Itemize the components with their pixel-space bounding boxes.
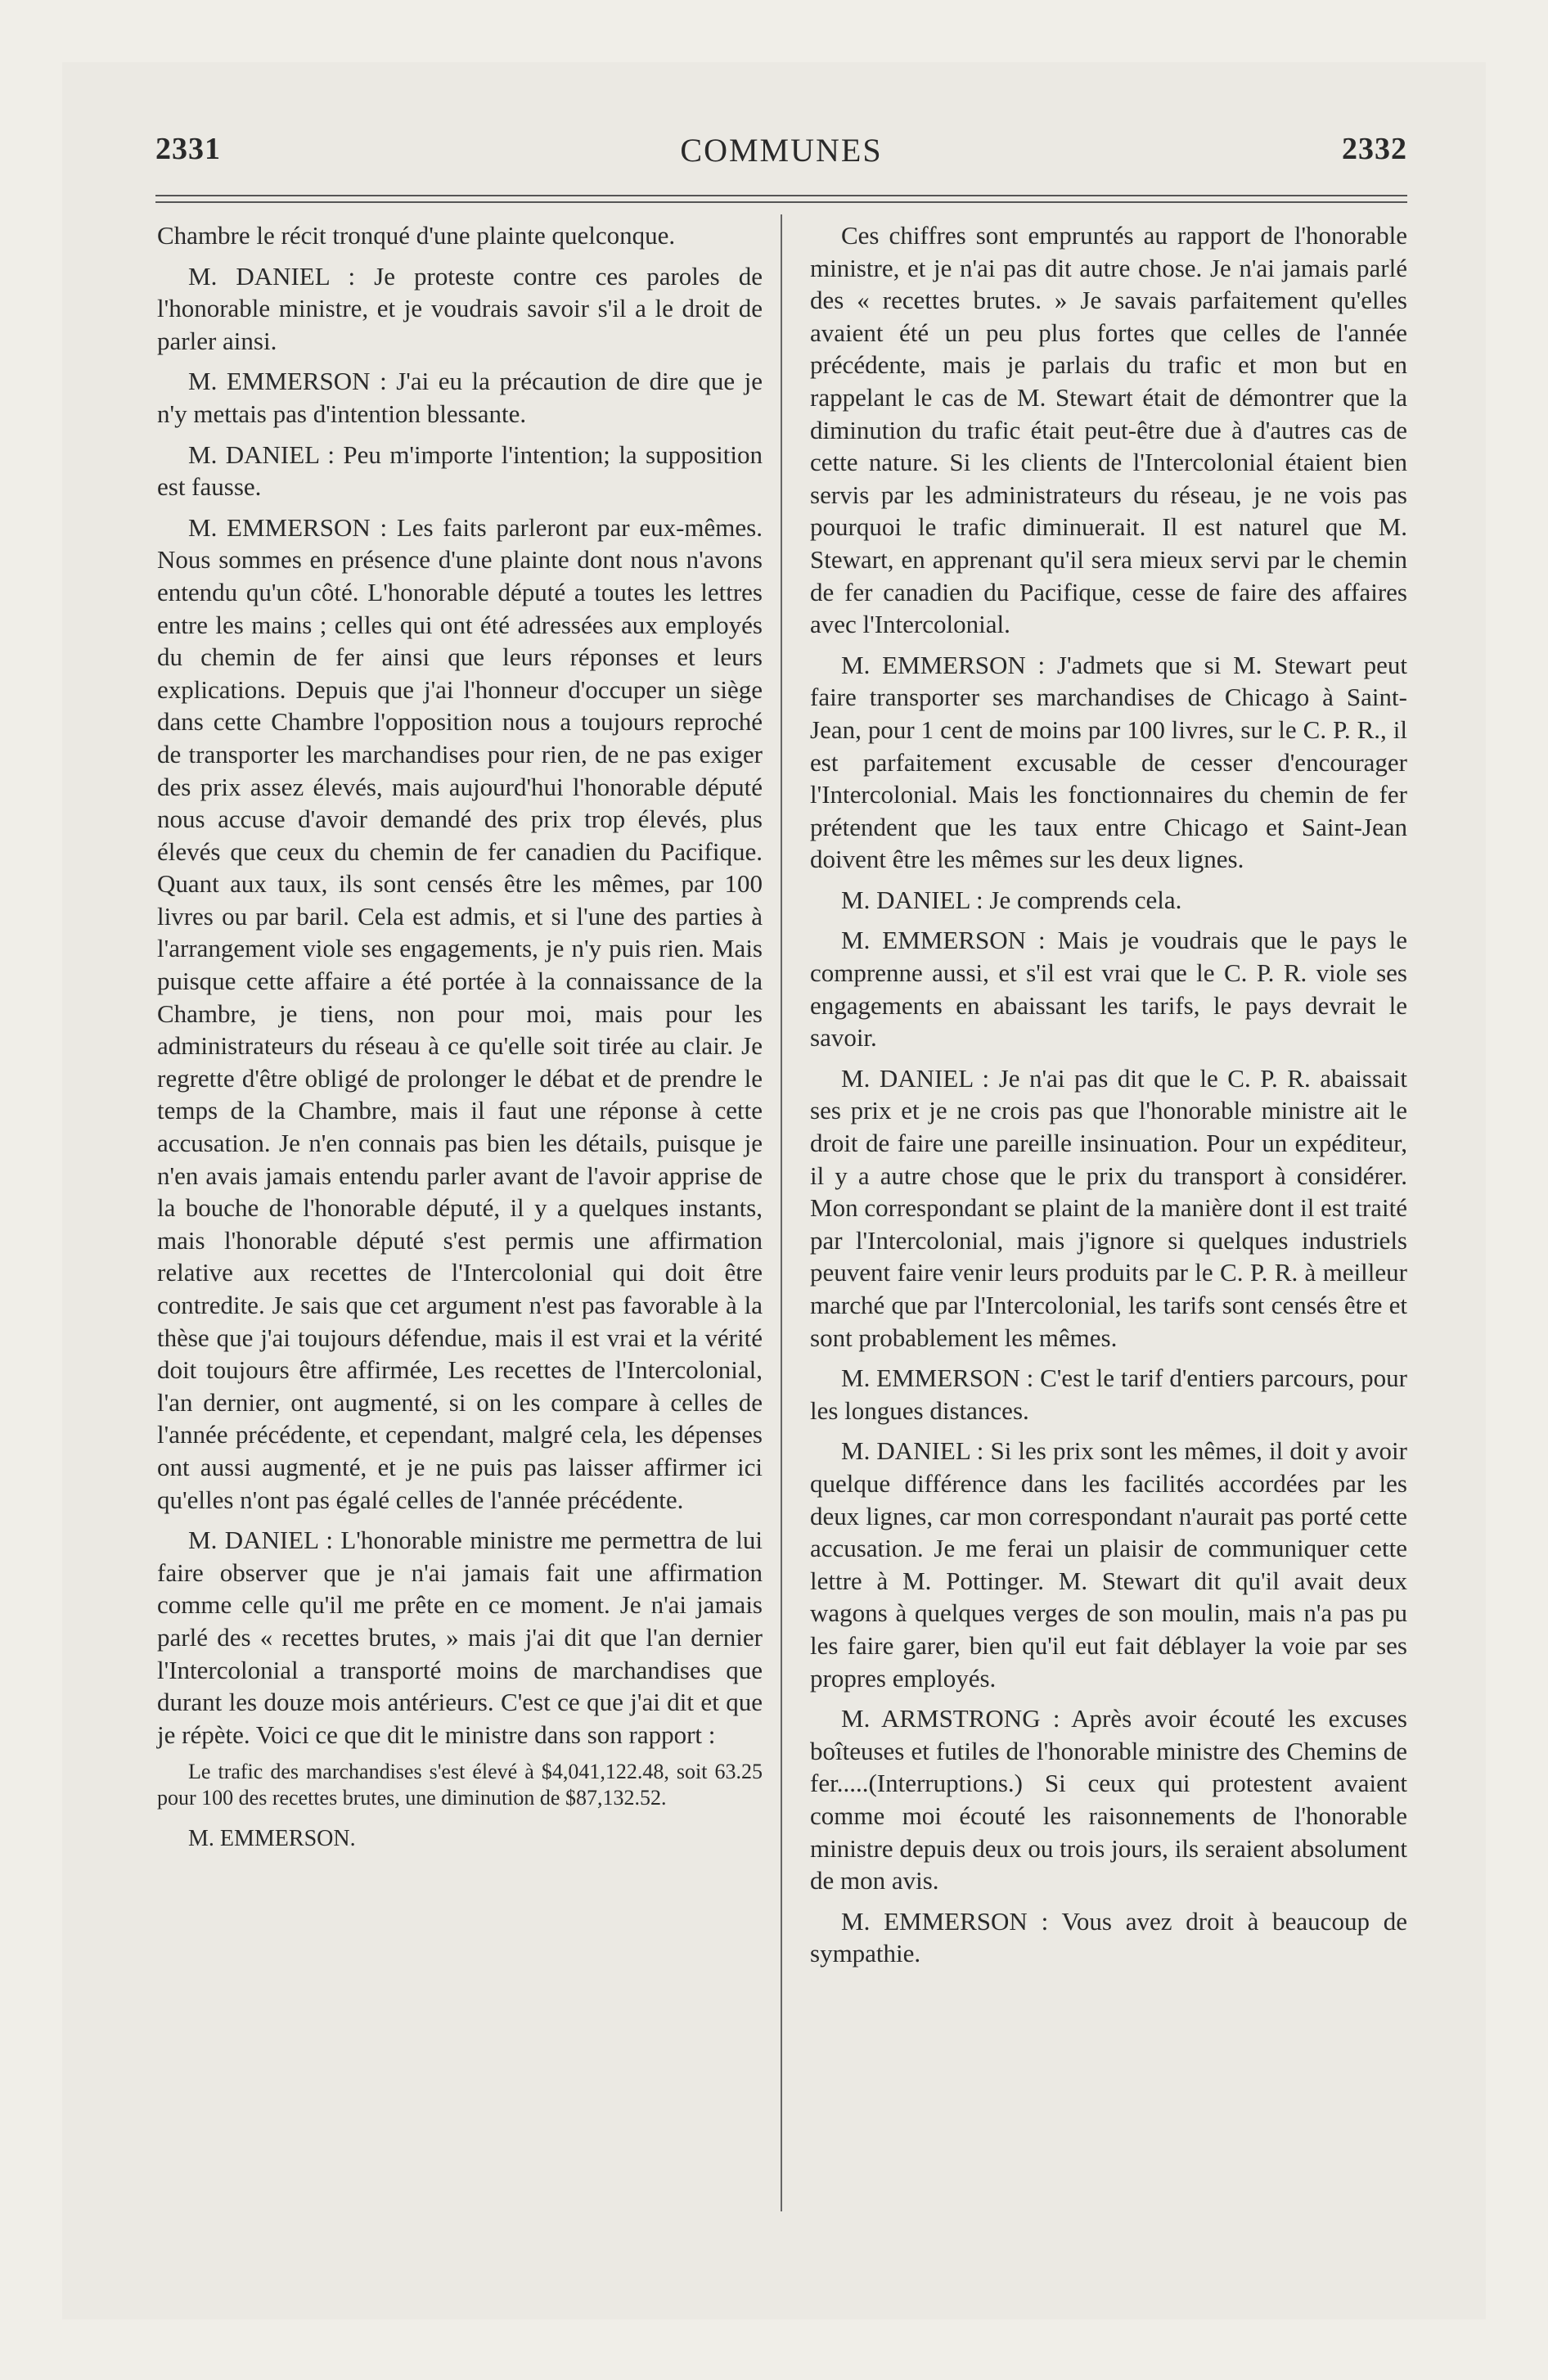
- quotation-signature: M. EMMERSON.: [188, 1826, 356, 1852]
- column-divider: [781, 214, 782, 2211]
- paragraph: M. DANIEL : Peu m'importe l'intention; la supposition est fausse.: [157, 439, 763, 502]
- left-column: [157, 219, 763, 1864]
- running-title: COMMUNES: [680, 132, 883, 169]
- paragraph: M. DANIEL : Si les prix sont les mêmes, il doit y avoir quelque différence dans les facilités accordées par les deux lignes, car mon correspondant n'aurait pas porté cette accusation. Je me ferai un plaisir de communiquer cette lettre à M. Pottinger. M. Stewart dit qu'il avait deux wagons à quelques verges de son moulin, mais n'a pas pu les faire garer, bien qu'il eut fait déblayer la voie par ses propres employés.: [810, 1436, 1407, 1693]
- page-number-right: 2332: [1342, 132, 1407, 166]
- report-quotation: Le trafic des marchandises s'est élevé à $4,041,122.48, soit 63.25 pour 100 des recettes brutes, une diminution de $87,132.52.: [157, 1760, 763, 1810]
- paragraph: M. EMMERSON : Mais je voudrais que le pays le comprenne aussi, et s'il est vrai que le C. P. R. viole ses engagements en abaissant les tarifs, le pays devrait le savoir.: [810, 926, 1407, 1053]
- header-rule-top: [155, 195, 1407, 196]
- paragraph: M. DANIEL : Je proteste contre ces paroles de l'honorable ministre, et je voudrais savoir s'il a le droit de parler ainsi.: [157, 261, 763, 355]
- paragraph: Chambre le récit tronqué d'une plainte quelconque.: [157, 221, 676, 250]
- page-number-left: 2331: [155, 132, 221, 166]
- paragraph: M. EMMERSON : Les faits parleront par eux-mêmes. Nous sommes en présence d'une plainte dont nous n'avons entendu qu'un côté. L'honorable député a toutes les lettres entre les mains ; celles qui ont été adressées aux employés du chemin de fer ainsi que leurs réponses et leurs explications. Depuis que j'ai l'honneur d'occuper un siège dans cette Chambre l'opposition nous a toujours reproché de transporter les marchandises pour rien, de ne pas exiger des prix assez élevés, mais aujourd'hui l'honorable député nous accuse d'avoir demandé des prix trop élevés, plus élevés que ceux du chemin de fer canadien du Pacifique. Quant aux taux, ils sont censés être les mêmes, par 100 livres ou par baril. Cela est admis, et si l'une des parties à l'arrangement viole ses engagements, je n'y puis rien. Mais puisque cette affaire a été portée à la connaissance de la Chambre, je tiens, non pour moi, mais pour les administrateurs du réseau à ce qu'elle soit tirée au clair. Je regrette d'être obligé de prolonger le débat et de prendre le temps de la Chambre, mais il faut une réponse à cette accusation. Je n'en connais pas bien les détails, puisque je n'en avais jamais entendu parler avant de l'avoir apprise de la bouche de l'honorable député, il y a quelques instants, mais l'honorable député s'est permis une affirmation relative aux recettes de l'Intercolonial qui doit être contredite. Je sais que cet argument n'est pas favorable à la thèse que j'ai toujours défendue, mais il est vrai et la vérité doit toujours être affirmée, Les recettes de l'Intercolonial, l'an dernier, ont augmenté, si on les compare à celles de l'année précédente, et cependant, malgré cela, les dépenses ont aussi augmenté, et je ne puis pas laisser affirmer ici qu'elles n'ont pas égalé celles de l'année précédente.: [157, 512, 763, 1514]
- paragraph: M. EMMERSON : J'admets que si M. Stewart peut faire transporter ses marchandises de Chicago à Saint-Jean, pour 1 cent de moins par 100 livres, sur le C. P. R., il est parfaitement excusable de cesser d'encourager l'Intercolonial. Mais les fonctionnaires du chemin de fer prétendent que les taux entre Chicago et Saint-Jean doivent être les mêmes sur les deux lignes.: [810, 650, 1407, 874]
- paragraph: M. DANIEL : Je comprends cela.: [841, 885, 1182, 914]
- paragraph: M. ARMSTRONG : Après avoir écouté les excuses boîteuses et futiles de l'honorable ministre des Chemins de fer.....(Interruptions.) Si ceux qui protestent avaient comme moi écouté les raisonnements de l'honorable ministre depuis deux ou trois jours, ils seraient absolument de mon avis.: [810, 1704, 1407, 1895]
- paragraph: M. DANIEL : L'honorable ministre me permettra de lui faire observer que je n'ai jamais fait une affirmation comme celle qu'il me prête en ce moment. Je n'ai jamais parlé des « recettes brutes, » mais j'ai dit que l'an dernier l'Intercolonial a transporté moins de marchandises que durant les douze mois antérieurs. C'est ce que j'ai dit et que je répète. Voici ce que dit le ministre dans son rapport :: [157, 1526, 763, 1749]
- paragraph: M. DANIEL : Je n'ai pas dit que le C. P. R. abaissait ses prix et je ne crois pas que l'honorable ministre ait le droit de faire une pareille insinuation. Pour un expéditeur, il y a autre chose que le prix du transport à considérer. Mon correspondant se plaint de la manière dont il est traité par l'Intercolonial, mais j'ignore si quelques industriels peuvent faire venir leurs produits par le C. P. R. à meilleur marché que par l'Intercolonial, les tarifs sont censés être et sont probablement les mêmes.: [810, 1063, 1407, 1352]
- page-header: [155, 131, 1407, 180]
- paragraph: M. EMMERSON : C'est le tarif d'entiers parcours, pour les longues distances.: [810, 1364, 1407, 1425]
- paragraph: Ces chiffres sont empruntés au rapport de l'honorable ministre, et je n'ai pas dit autre chose. Je n'ai jamais parlé des « recettes brutes. » Je savais parfaitement qu'elles avaient été un peu plus fortes que celles de l'année précédente, mais je parlais du trafic et mon but en rappelant le cas de M. Stewart était de démontrer que la diminution du trafic était peut-être due à d'autres cas de cette nature. Si les clients de l'Intercolonial étaient bien servis par les administrateurs du réseau, je ne vois pas pourquoi le trafic diminuerait. Il est naturel que M. Stewart, en apprenant qu'il sera mieux servi par le chemin de fer canadien du Pacifique, cesse de faire des affaires avec l'Intercolonial.: [810, 221, 1407, 639]
- right-column: [810, 219, 1407, 1978]
- paragraph: M. EMMERSON : J'ai eu la précaution de dire que je n'y mettais pas d'intention blessante.: [157, 367, 763, 428]
- paragraph: M. EMMERSON : Vous avez droit à beaucoup de sympathie.: [810, 1906, 1407, 1968]
- header-rule-bottom: [155, 201, 1407, 203]
